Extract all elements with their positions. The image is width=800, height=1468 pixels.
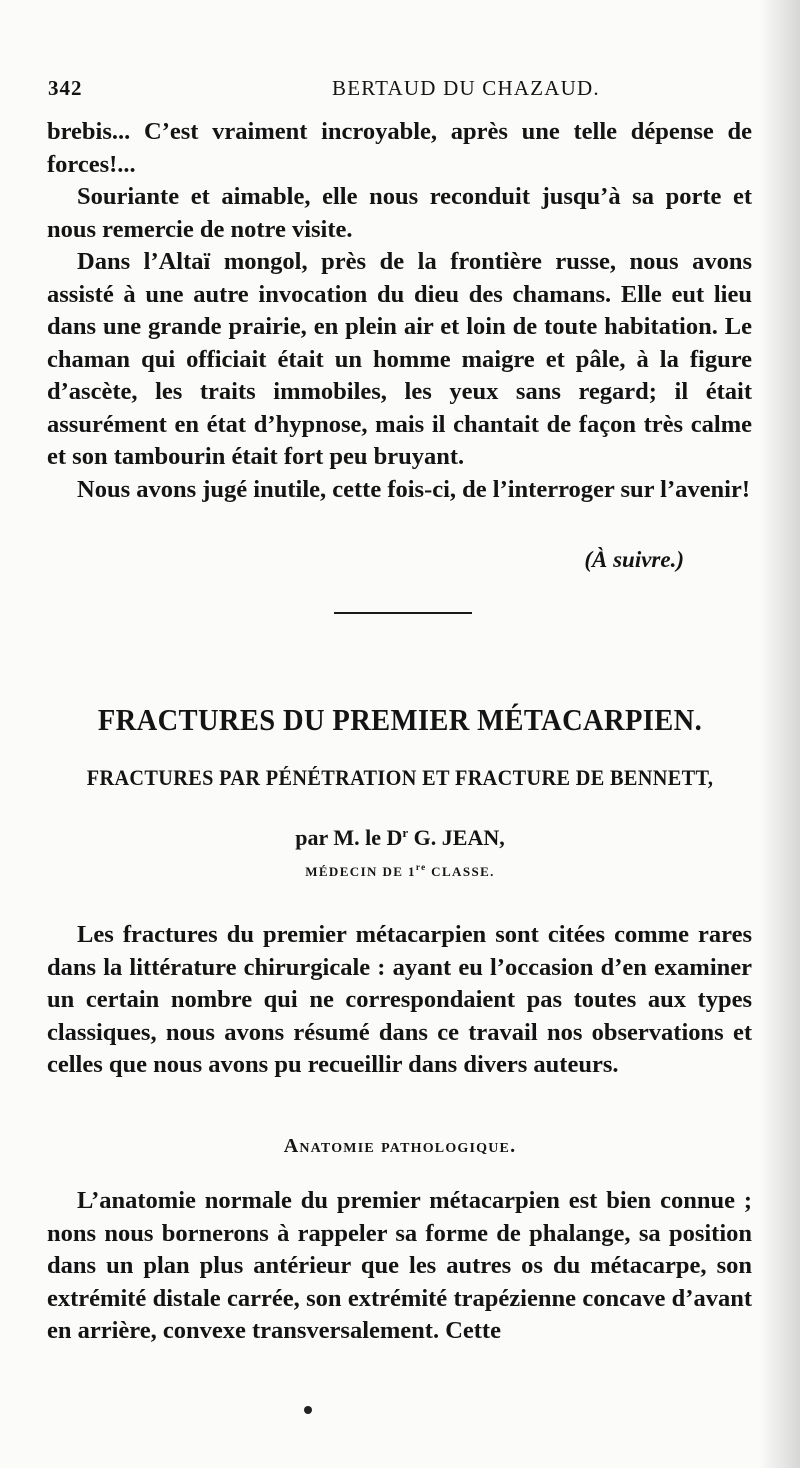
page-header bbox=[48, 72, 748, 102]
section-heading: Anatomie pathologique. bbox=[283, 1135, 517, 1157]
page-number: 342 bbox=[48, 76, 83, 100]
paragraph: brebis... C’est vraiment incroyable, après une telle dépense de forces!... bbox=[47, 118, 752, 178]
paragraph: Dans l’Altaï mongol, près de la frontière russe, nous avons assisté à une autre invocation du dieu des chamans. Elle eut lieu dans une grande prairie, en plein air et loin de toute habitation. Le chaman qui officiait était un homme maigre et pâle, à la figure d’ascète, les traits immobiles, les yeux sans regard; il était assurément en état d’hypnose, mais il chantait de façon très calme et son tambourin était fort peu bruyant. bbox=[47, 248, 752, 470]
paragraph: Souriante et aimable, elle nous reconduit jusqu’à sa porte et nous remercie de notre visite. bbox=[47, 183, 752, 243]
author-role-superscript: re bbox=[415, 862, 427, 872]
author-role bbox=[0, 862, 800, 880]
author-role-suffix: CLASSE. bbox=[426, 864, 495, 879]
author-title-superscript: r bbox=[402, 825, 409, 840]
paragraph: L’anatomie normale du premier métacarpien est bien connue ; nons nous bornerons à rappeler sa forme de phalange, sa position dans un plan plus antérieur que les autres os du métacarpe, son extrémité distale carrée, son extrémité trapézienne concave d’avant en arrière, convexe transversalement. Cette bbox=[47, 1187, 752, 1344]
author-prefix: par M. le D bbox=[295, 825, 403, 850]
to-be-continued-note: (À suivre.) bbox=[584, 547, 684, 572]
section-body bbox=[47, 1185, 752, 1348]
author-name: G. JEAN, bbox=[408, 825, 505, 850]
ink-dot bbox=[304, 1406, 312, 1414]
article-title: FRACTURES DU PREMIER MÉTACARPIEN. bbox=[97, 702, 703, 737]
continuation-text bbox=[47, 116, 752, 506]
paragraph: Nous avons jugé inutile, cette fois-ci, de l’interroger sur l’avenir! bbox=[77, 475, 750, 503]
author-line bbox=[0, 825, 800, 851]
running-title: BERTAUD DU CHAZAUD. bbox=[332, 76, 600, 100]
article-subtitle: FRACTURES PAR PÉNÉTRATION ET FRACTURE DE BENNETT, bbox=[86, 765, 714, 790]
author-role-prefix: MÉDECIN DE 1 bbox=[305, 864, 416, 879]
page-edge-shadow bbox=[760, 0, 800, 1468]
section-divider bbox=[334, 612, 472, 614]
article-intro bbox=[47, 919, 752, 1082]
paragraph: Les fractures du premier métacarpien sont citées comme rares dans la littérature chirurgicale : ayant eu l’occasion d’en examiner un certain nombre qui ne correspondaient pas toutes aux types classiques, nous avons résumé dans ce travail nos observations et celles que nous avons pu recueillir dans divers auteurs. bbox=[47, 921, 752, 1078]
